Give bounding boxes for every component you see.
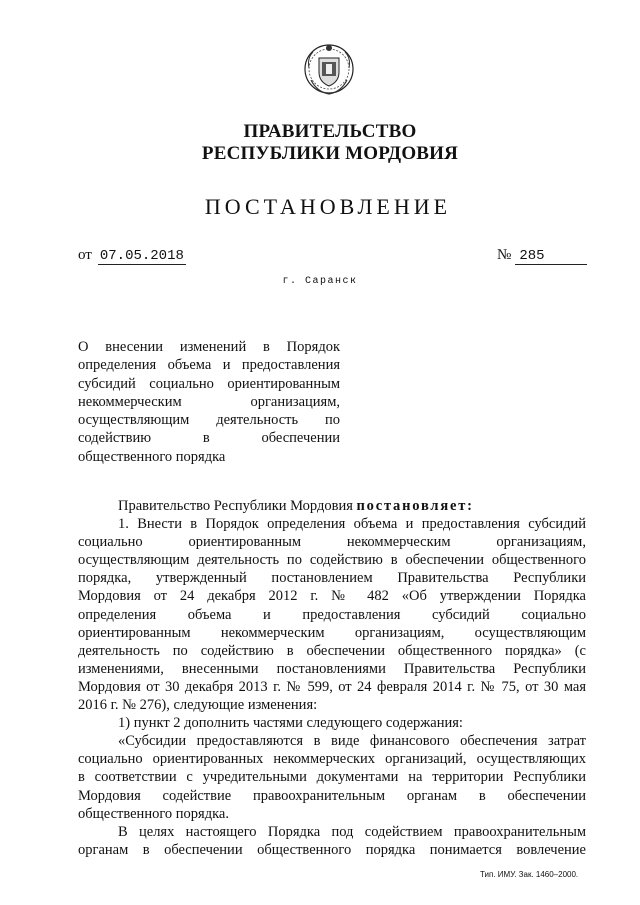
body-line: общественного порядка. bbox=[78, 805, 229, 822]
body-line: В целях настоящего Порядка под содействием правоохранительным bbox=[118, 823, 586, 840]
document-type-heading: ПОСТАНОВЛЕНИЕ bbox=[204, 194, 452, 219]
body-line: осуществляющим деятельность по содействию в обеспечении общественного bbox=[78, 552, 586, 569]
body-line: 2016 г. № 276), следующие изменения: bbox=[78, 697, 318, 714]
body-line: органам в обеспечении общественного порядка понимается вовлечение bbox=[78, 841, 586, 858]
intro-line bbox=[78, 497, 586, 515]
subject-line: содействию в обеспечении bbox=[78, 430, 340, 447]
subject-line: общественного порядка bbox=[78, 448, 226, 465]
subject-line: субсидий социально ориентированным bbox=[78, 375, 340, 392]
body-line: определения объема и предоставления субсидий социально bbox=[78, 606, 586, 623]
body-line: порядка, утвержденный постановлением Правительства Республики bbox=[78, 570, 586, 587]
decree-keyword: постановляет: bbox=[356, 498, 474, 514]
government-title-line2: РЕСПУБЛИКИ МОРДОВИЯ bbox=[201, 143, 459, 164]
subject-line: осуществляющим деятельность по bbox=[78, 412, 340, 429]
body-line: деятельность по содействию в обеспечении общественного порядка» (с bbox=[78, 642, 586, 659]
body-line: в соответствии с учредительными документами на территории Республики bbox=[78, 769, 586, 786]
government-title-line1: ПРАВИТЕЛЬСТВО bbox=[243, 121, 417, 142]
number-line bbox=[497, 247, 587, 265]
coat-of-arms-emblem bbox=[303, 40, 355, 98]
body-line: «Субсидии предоставляются в виде финансового обеспечения затрат bbox=[118, 733, 586, 750]
body-line: 1) пункт 2 дополнить частями следующего содержания: bbox=[118, 715, 463, 732]
body-line: Мордовия от 24 декабря 2012 г. № 482 «Об утверждении Порядка bbox=[78, 588, 586, 605]
body-line: Мордовия от 30 декабря 2013 г. № 599, от 24 февраля 2014 г. № 75, от 30 мая bbox=[78, 678, 586, 695]
document-date: 07.05.2018 bbox=[99, 248, 184, 264]
print-info-footer: Тип. ИМУ. Зак. 1460–2000. bbox=[480, 870, 579, 879]
number-prefix: № bbox=[497, 247, 512, 263]
intro-text: Правительство Республики Мордовия bbox=[118, 498, 353, 514]
body-line: Мордовия содействие правоохранительным органам в обеспечении bbox=[78, 787, 586, 804]
document-body bbox=[78, 497, 586, 859]
body-line: изменениями, внесенными постановлениями Правительства Республики bbox=[78, 660, 586, 677]
city-label: г. Саранск bbox=[282, 276, 358, 287]
body-line: 1. Внести в Порядок определения объема и предоставления субсидий bbox=[118, 516, 586, 533]
date-prefix: от bbox=[78, 247, 92, 263]
document-subject bbox=[78, 338, 340, 466]
subject-line: некоммерческим организациям, bbox=[78, 393, 340, 410]
subject-line: определения объема и предоставления bbox=[78, 357, 340, 374]
document-number: 285 bbox=[515, 248, 587, 265]
body-line: ориентированным некоммерческим организациям, осуществляющим bbox=[78, 624, 586, 641]
body-line: социально ориентированным некоммерческим организациям, bbox=[78, 534, 586, 551]
date-line bbox=[78, 247, 186, 265]
body-line: социально ориентированных некоммерческих организаций, осуществляющих bbox=[78, 751, 586, 768]
subject-line: О внесении изменений в Порядок bbox=[78, 339, 340, 355]
